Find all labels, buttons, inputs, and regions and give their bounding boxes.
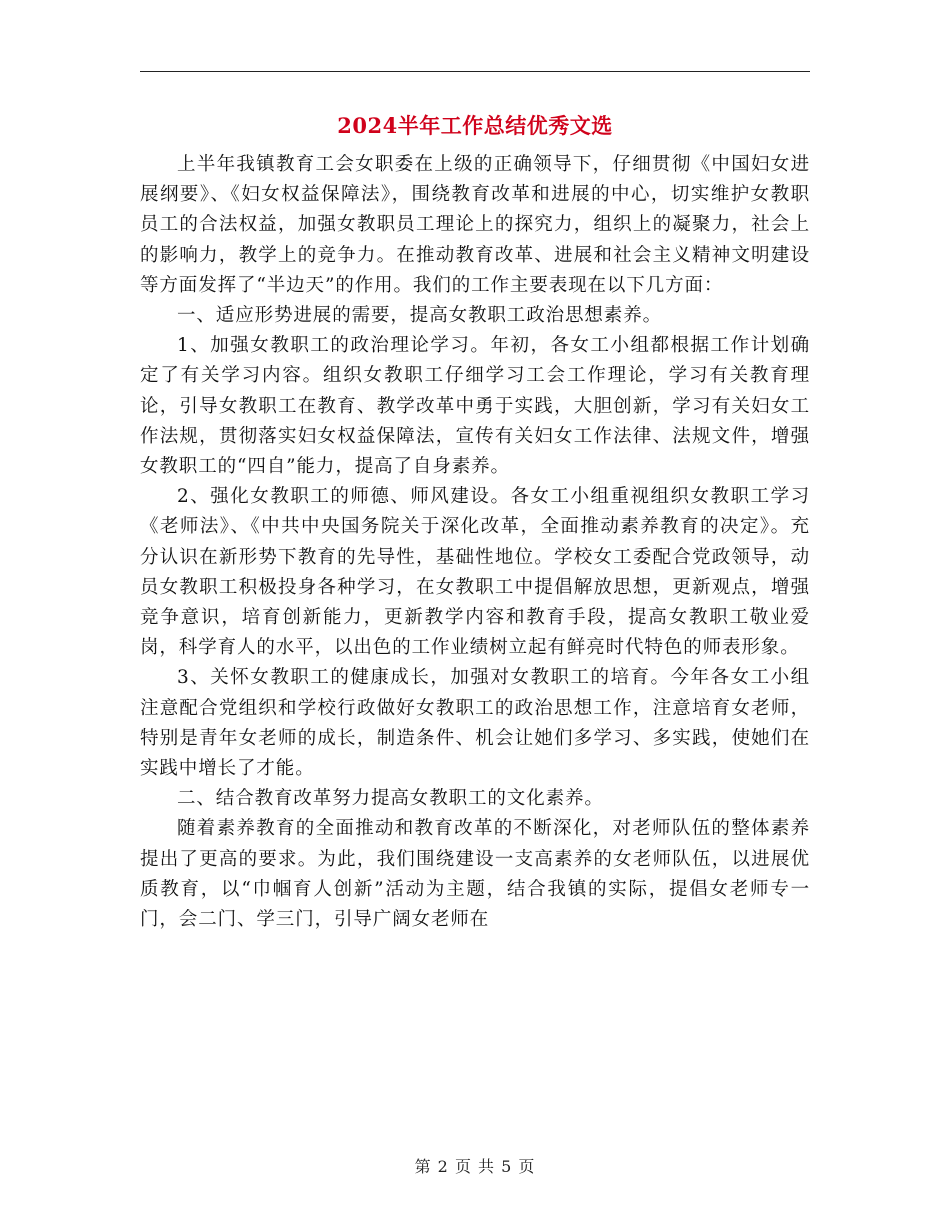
paragraph-item-3: 3、关怀女教职工的健康成长，加强对女教职工的培育。今年各女工小组注意配合党组织和学校行政做好女教职工的政治思想工作，注意培育女老师，特别是青年女老师的成长，制造条件、机会让她们多学习、多实践，使她们在实践中增长了才能。 [140, 667, 810, 780]
paragraph-item-1: 1、加强女教职工的政治理论学习。年初，各女工小组都根据工作计划确定了有关学习内容。组织女教职工仔细学习工会工作理论，学习有关教育理论，引导女教职工在教育、教学改革中勇于实践，大胆创新，学习有关妇女工作法规，贯彻落实妇女权益保障法，宣传有关妇女工作法律、法规文件，增强女教职工的“四自”能力，提高了自身素养。 [140, 335, 810, 478]
paragraph-item-2: 2、强化女教职工的师德、师风建设。各女工小组重视组织女教职工学习《老师法》、《中共中央国务院关于深化改革，全面推动素养教育的决定》。充分认识在新形势下教育的先导性，基础性地位。学校女工委配合党政领导，动员女教职工积极投身各种学习，在女教职工中提倡解放思想，更新观点，增强竞争意识，培育创新能力，更新教学内容和教育手段，提高女教职工敬业爱岗，科学育人的水平，以出色的工作业绩树立起有鲜亮时代特色的师表形象。 [140, 486, 810, 659]
section-heading-1: 一、适应形势进展的需要，提高女教职工政治思想素养。 [177, 305, 663, 327]
section-heading-2: 二、结合教育改革努力提高女教职工的文化素养。 [177, 788, 604, 810]
page-number-footer: 第 2 页 共 5 页 [414, 1157, 536, 1176]
document-body [140, 150, 810, 935]
paragraph-intro: 上半年我镇教育工会女职委在上级的正确领导下，仔细贯彻《中国妇女进展纲要》、《妇女权益保障法》，围绕教育改革和进展的中心，切实维护女教职员工的合法权益，加强女教职员工理论上的探究力，组织上的凝聚力，社会上的影响力，教学上的竞争力。在推动教育改革、进展和社会主义精神文明建设等方面发挥了“半边天”的作用。我们的工作主要表现在以下几方面： [140, 154, 810, 296]
document-title: 2024半年工作总结优秀文选 [337, 113, 613, 138]
header-rule [140, 71, 810, 72]
paragraph-section-2: 随着素养教育的全面推动和教育改革的不断深化，对老师队伍的整体素养提出了更高的要求。为此，我们围绕建设一支高素养的女老师队伍，以进展优质教育，以“巾帼育人创新”活动为主题，结合我镇的实际，提倡女老师专一门，会二门、学三门，引导广阔女老师在 [140, 818, 810, 931]
